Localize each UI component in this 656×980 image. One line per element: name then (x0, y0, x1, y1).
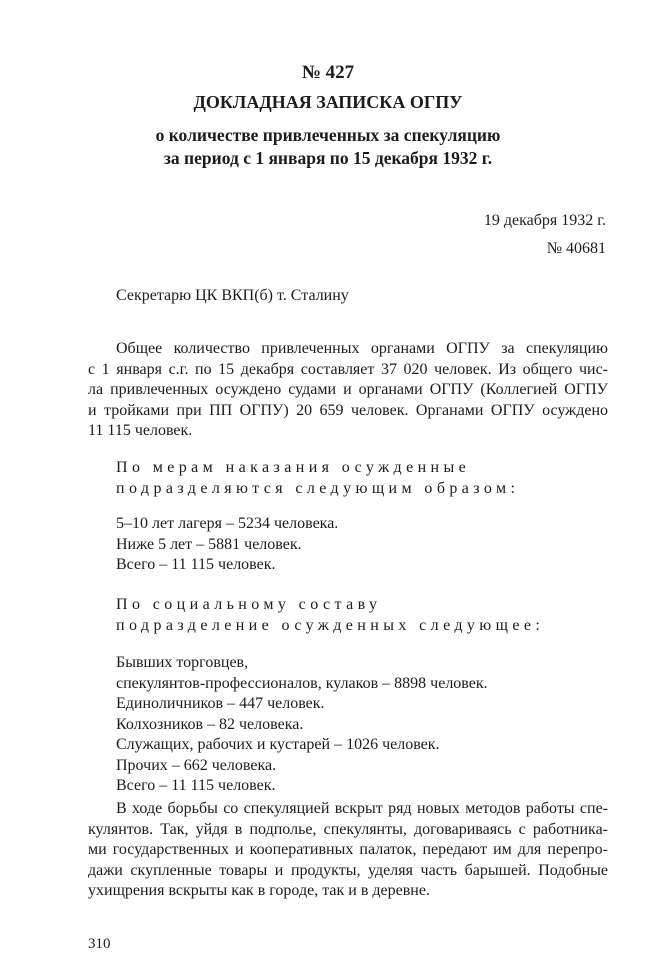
heading-line: подразделение осужденных следующее: (116, 617, 545, 634)
list-item: Колхозников – 82 человека. (116, 715, 304, 733)
punishment-list (116, 514, 338, 576)
paragraph-line: ми государственных и кооперативных палаток, передают им для перепро- (88, 841, 608, 858)
document-title: ДОКЛАДНАЯ ЗАПИСКА ОГПУ (193, 92, 463, 112)
heading-social (116, 594, 544, 636)
heading-punishment (116, 457, 519, 499)
page-number: 310 (88, 936, 111, 952)
list-item: 5–10 лет лагеря – 5234 человека. (116, 515, 339, 532)
paragraph-total (88, 339, 608, 442)
paragraph-line: Общее количество привлеченных органами ОГПУ за спекуляцию (116, 340, 608, 357)
list-item: Ниже 5 лет – 5881 человек. (116, 535, 302, 553)
paragraph-line: с 1 января с.г. по 15 декабря составляет 37 020 человек. Из общего чис- (88, 360, 608, 378)
heading-line: По социальному составу (116, 596, 382, 613)
paragraph-line: кулянтов. Так, уйдя в подполье, спекулянты, договариваясь с работника- (88, 820, 608, 838)
list-item: Единоличников – 447 человек. (116, 695, 325, 712)
heading-line: подразделяются следующим образом: (116, 480, 520, 497)
list-item: Бывших торговцев, (116, 654, 249, 671)
list-item: Прочих – 662 человека. (116, 756, 277, 774)
addressee: Секретарю ЦК ВКП(б) т. Сталину (116, 287, 349, 304)
document-subtitle-line: о количестве привлеченных за спекуляцию (155, 125, 501, 145)
document-date: 19 декабря 1932 г. (483, 212, 606, 229)
list-item: спекулянтов-профессионалов, кулаков – 8898 человек. (116, 674, 488, 692)
paragraph-line: дажи скупленные товары и продукты, уделяя часть барышей. Подобные (88, 861, 608, 879)
document-subtitle-line: за период с 1 января по 15 декабря 1932 г. (163, 148, 493, 168)
social-list (116, 653, 488, 797)
document-number: № 427 (301, 62, 355, 83)
paragraph-line: и тройками при ПП ОГПУ) 20 659 человек. Органами ОГПУ осуждено (88, 401, 608, 419)
list-item: Всего – 11 115 человек. (116, 556, 276, 573)
paragraph-line: 11 115 человек. (88, 422, 193, 439)
list-item: Служащих, рабочих и кустарей – 1026 человек. (116, 736, 440, 753)
list-item: Всего – 11 115 человек. (116, 777, 276, 794)
paragraph-methods (88, 799, 608, 902)
paragraph-line: ухищрения вскрыты как в городе, так и в деревне. (88, 882, 430, 899)
reference-number: № 40681 (546, 240, 606, 257)
paragraph-line: ла привлеченных осуждено судами и органами ОГПУ (Коллегией ОГПУ (88, 381, 608, 398)
paragraph-line: В ходе борьбы со спекуляцией вскрыт ряд новых методов работы спе- (116, 800, 608, 817)
heading-line: По мерам наказания осужденные (116, 459, 471, 476)
